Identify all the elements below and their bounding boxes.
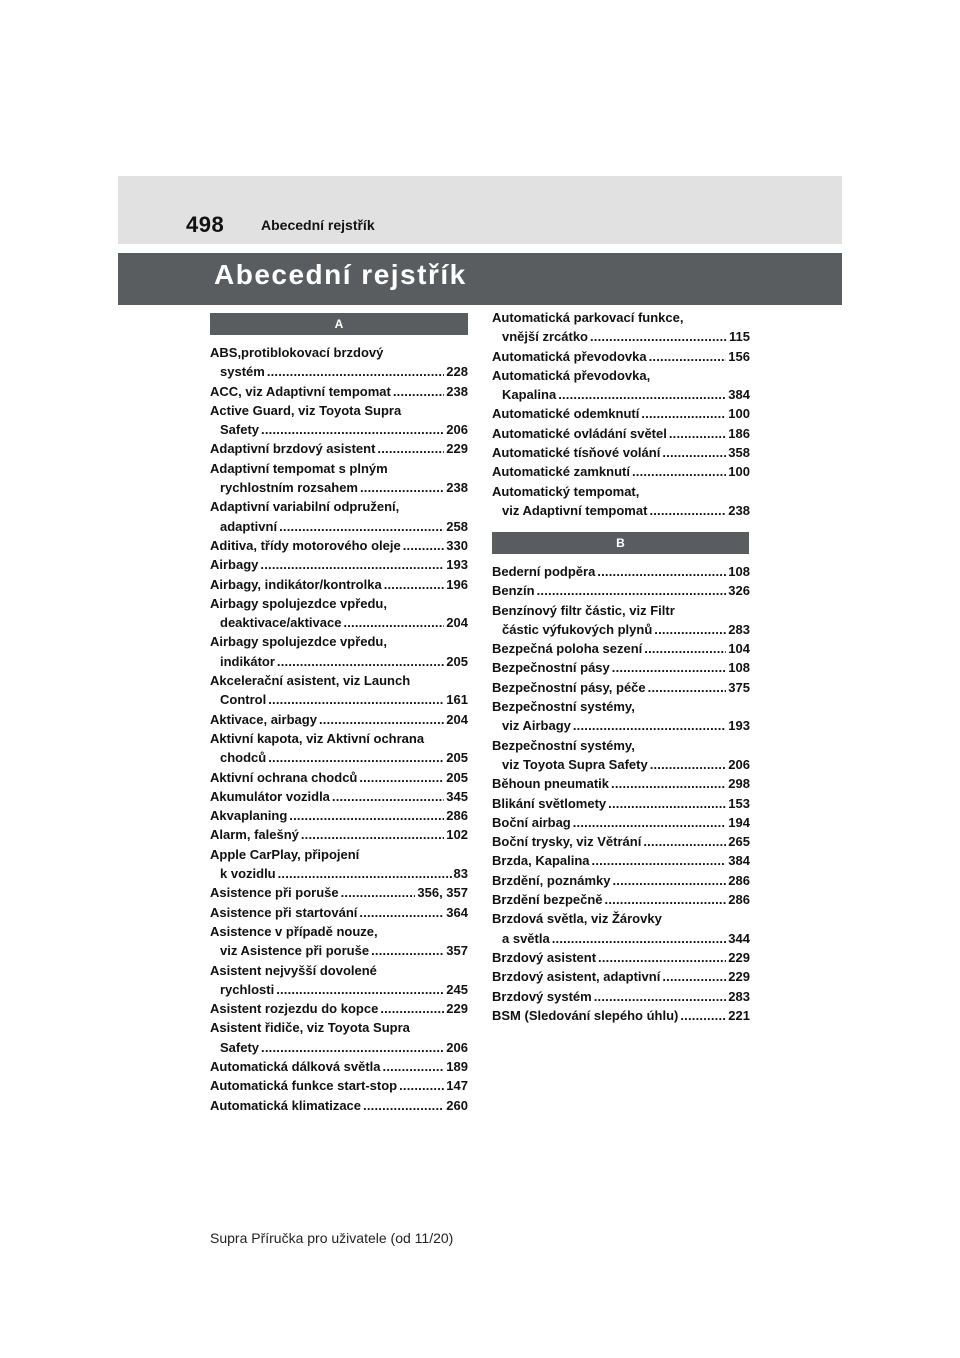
index-entry xyxy=(210,729,468,768)
index-term: Běhoun pneumatik xyxy=(492,776,610,792)
page-reference: 326 xyxy=(728,583,750,599)
page-reference: 189 xyxy=(446,1058,468,1074)
dot-leader xyxy=(590,327,727,346)
dot-leader xyxy=(662,443,726,462)
page-reference: 83 xyxy=(453,866,468,882)
dot-leader xyxy=(371,941,444,960)
index-term: Brzdová světla, viz Žárovky xyxy=(492,911,662,927)
dot-leader xyxy=(552,929,727,948)
index-term: Automatický tempomat, xyxy=(492,483,640,499)
index-entry xyxy=(210,536,468,555)
dot-leader xyxy=(608,794,726,813)
index-entry xyxy=(492,1006,750,1025)
page-reference: 115 xyxy=(729,329,750,345)
index-term: deaktivace/aktivace xyxy=(220,615,342,631)
index-entry xyxy=(210,1096,468,1115)
index-entry xyxy=(492,462,750,481)
index-entry xyxy=(492,658,750,677)
dot-leader xyxy=(380,999,444,1018)
dot-leader xyxy=(360,478,444,497)
index-term: Automatická převodovka xyxy=(492,348,647,364)
dot-leader xyxy=(662,967,726,986)
page-reference: 194 xyxy=(728,814,750,830)
dot-leader xyxy=(377,439,444,458)
page-reference: 358 xyxy=(728,445,750,461)
index-term: Adaptivní tempomat s plným xyxy=(210,460,388,476)
index-term: systém xyxy=(220,364,265,380)
index-term: viz Asistence při poruše xyxy=(220,943,370,959)
index-entry xyxy=(210,1057,468,1076)
index-entry xyxy=(492,601,750,640)
index-entry xyxy=(210,883,468,902)
dot-leader xyxy=(573,716,726,735)
dot-leader xyxy=(611,774,726,793)
dot-leader xyxy=(669,424,726,443)
index-term: k vozidlu xyxy=(220,866,276,882)
index-entry xyxy=(492,366,750,405)
index-entry xyxy=(492,347,750,366)
dot-leader xyxy=(332,787,444,806)
page-reference: 206 xyxy=(446,1039,468,1055)
index-entry xyxy=(210,845,468,884)
index-entry xyxy=(492,909,750,948)
index-column-a-continued xyxy=(492,308,750,520)
index-entry xyxy=(210,632,468,671)
index-term: Brzdový asistent, adaptivní xyxy=(492,969,661,985)
dot-leader xyxy=(573,813,727,832)
page-reference: 229 xyxy=(446,1001,468,1017)
index-column-b xyxy=(492,562,750,1025)
page-reference: 238 xyxy=(728,502,750,518)
page-reference: 364 xyxy=(446,904,468,920)
dot-leader xyxy=(597,562,726,581)
page-reference: 161 xyxy=(446,692,468,708)
page-reference: 258 xyxy=(446,518,468,534)
dot-leader xyxy=(268,748,444,767)
page-reference: 100 xyxy=(728,464,750,480)
index-term: vnější zrcátko xyxy=(502,329,588,345)
index-term: Apple CarPlay, připojení xyxy=(210,846,360,862)
dot-leader xyxy=(393,382,444,401)
page-reference: 196 xyxy=(446,576,468,592)
dot-leader xyxy=(341,883,416,902)
index-term: Automatické ovládání světel xyxy=(492,425,667,441)
page-reference: 286 xyxy=(728,872,750,888)
index-term: Automatická funkce start-stop xyxy=(210,1078,398,1094)
index-term: Active Guard, viz Toyota Supra xyxy=(210,402,402,418)
index-term: Automatické tísňové volání xyxy=(492,445,661,461)
index-term: Brzdový systém xyxy=(492,988,592,1004)
index-term: Asistent řidiče, viz Toyota Supra xyxy=(210,1020,410,1036)
dot-leader xyxy=(641,404,726,423)
index-term: Asistence při startování xyxy=(210,904,358,920)
index-entry xyxy=(492,308,750,347)
index-entry xyxy=(492,424,750,443)
dot-leader xyxy=(260,555,444,574)
dot-leader xyxy=(403,536,445,555)
page-reference: 102 xyxy=(446,827,468,843)
page-reference: 229 xyxy=(728,949,750,965)
index-term: Airbagy xyxy=(210,557,259,573)
index-entry xyxy=(492,832,750,851)
page-reference: 283 xyxy=(728,621,750,637)
index-entry xyxy=(210,710,468,729)
index-term: Boční trysky, viz Větrání xyxy=(492,834,642,850)
page-reference: 384 xyxy=(728,853,750,869)
page-reference: 286 xyxy=(446,808,468,824)
index-term: Boční airbag xyxy=(492,814,571,830)
index-entry xyxy=(492,794,750,813)
index-term: rychlostním rozsahem xyxy=(220,480,358,496)
index-term: Benzínový filtr částic, viz Filtr xyxy=(492,602,675,618)
index-entry xyxy=(210,594,468,633)
index-entry xyxy=(210,903,468,922)
index-entry xyxy=(210,922,468,961)
dot-leader xyxy=(649,347,727,366)
index-entry xyxy=(492,987,750,1006)
index-entry xyxy=(210,961,468,1000)
index-term: adaptivní xyxy=(220,518,278,534)
dot-leader xyxy=(648,678,727,697)
index-term: BSM (Sledování slepého úhlu) xyxy=(492,1007,679,1023)
index-entry xyxy=(210,497,468,536)
page-reference: 156 xyxy=(728,348,750,364)
index-entry xyxy=(210,1076,468,1095)
dot-leader xyxy=(650,755,727,774)
index-entry xyxy=(492,890,750,909)
index-term: Aditiva, třídy motorového oleje xyxy=(210,537,401,553)
dot-leader xyxy=(383,1057,445,1076)
page-reference: 205 xyxy=(446,750,468,766)
dot-leader xyxy=(558,385,726,404)
index-entry xyxy=(492,697,750,736)
page-reference: 265 xyxy=(728,834,750,850)
page-reference: 206 xyxy=(446,422,468,438)
index-entry xyxy=(210,1018,468,1057)
page-reference: 108 xyxy=(728,660,750,676)
dot-leader xyxy=(343,613,444,632)
page-reference: 193 xyxy=(728,718,750,734)
page-reference: 238 xyxy=(446,383,468,399)
dot-leader xyxy=(537,581,727,600)
index-entry xyxy=(492,774,750,793)
index-entry xyxy=(210,806,468,825)
index-term: Akvaplaning xyxy=(210,808,288,824)
dot-leader xyxy=(612,658,727,677)
index-term: Brzdění bezpečně xyxy=(492,892,603,908)
page-title: Abecední rejstřík xyxy=(214,259,467,290)
index-entry xyxy=(210,999,468,1018)
index-term: Automatické zamknutí xyxy=(492,464,630,480)
page-reference: 204 xyxy=(446,615,468,631)
dot-leader xyxy=(643,832,726,851)
index-term: Adaptivní brzdový asistent xyxy=(210,441,376,457)
page-reference: 260 xyxy=(446,1097,468,1113)
index-entry xyxy=(492,948,750,967)
page-reference: 245 xyxy=(446,981,468,997)
index-term: Bezpečnostní systémy, xyxy=(492,699,635,715)
page-reference: 283 xyxy=(728,988,750,1004)
dot-leader xyxy=(359,903,444,922)
dot-leader xyxy=(384,575,445,594)
page-reference: 357 xyxy=(446,943,468,959)
page-reference: 186 xyxy=(728,425,750,441)
dot-leader xyxy=(632,462,726,481)
index-term: Blikání světlomety xyxy=(492,795,607,811)
index-entry xyxy=(492,736,750,775)
page-reference: 229 xyxy=(446,441,468,457)
index-term: Alarm, falešný xyxy=(210,827,299,843)
dot-leader xyxy=(359,768,444,787)
index-entry xyxy=(210,382,468,401)
index-term: Brzda, Kapalina xyxy=(492,853,590,869)
index-term: Automatická převodovka, xyxy=(492,367,651,383)
index-term: Kapalina xyxy=(502,387,557,403)
index-term: Safety xyxy=(220,422,260,438)
page-reference: 228 xyxy=(446,364,468,380)
index-term: Brzdový asistent xyxy=(492,949,597,965)
dot-leader xyxy=(261,1038,444,1057)
index-term: Akcelerační asistent, viz Launch xyxy=(210,673,411,689)
page-reference: 147 xyxy=(446,1078,468,1094)
index-entry xyxy=(210,787,468,806)
index-term: Bezpečnostní pásy xyxy=(492,660,610,676)
index-term: Asistent rozjezdu do kopce xyxy=(210,1001,379,1017)
index-entry xyxy=(492,871,750,890)
index-term: Benzín xyxy=(492,583,535,599)
dot-leader xyxy=(277,652,444,671)
header-band xyxy=(118,176,842,244)
index-entry xyxy=(210,671,468,710)
page-number: 498 xyxy=(186,212,225,237)
dot-leader xyxy=(399,1076,444,1095)
dot-leader xyxy=(598,948,726,967)
index-entry xyxy=(492,404,750,423)
index-term: Bederní podpěra xyxy=(492,564,596,579)
index-entry xyxy=(492,482,750,521)
index-term: Brzdění, poznámky xyxy=(492,872,611,888)
index-entry xyxy=(492,678,750,697)
index-entry xyxy=(210,825,468,844)
dot-leader xyxy=(268,690,444,709)
page-reference: 375 xyxy=(728,679,750,695)
dot-leader xyxy=(649,501,726,520)
page-reference: 356, 357 xyxy=(417,885,468,901)
index-entry xyxy=(492,562,750,581)
dot-leader xyxy=(301,825,444,844)
page-reference: 205 xyxy=(446,653,468,669)
page-reference: 204 xyxy=(446,711,468,727)
page-reference: 330 xyxy=(446,537,468,553)
page-reference: 229 xyxy=(728,969,750,985)
index-term: viz Airbagy xyxy=(502,718,571,734)
index-term: Bezpečnostní systémy, xyxy=(492,737,635,753)
page-reference: 153 xyxy=(728,795,750,811)
page-reference: 206 xyxy=(728,756,750,772)
index-entry xyxy=(210,555,468,574)
dot-leader xyxy=(319,710,444,729)
index-entry xyxy=(210,575,468,594)
index-term: Automatická dálková světla xyxy=(210,1058,381,1074)
index-entry xyxy=(210,401,468,440)
index-term: Airbagy spolujezdce vpředu, xyxy=(210,595,387,611)
index-entry xyxy=(210,439,468,458)
index-term: Control xyxy=(220,692,267,708)
index-entry xyxy=(492,851,750,870)
index-term: indikátor xyxy=(220,653,275,669)
index-term: ABS,protiblokovací brzdový xyxy=(210,345,384,360)
index-term: Automatická parkovací funkce, xyxy=(492,310,684,325)
index-term: a světla xyxy=(502,930,550,946)
page-reference: 100 xyxy=(728,406,750,422)
dot-leader xyxy=(605,890,727,909)
index-entry xyxy=(210,768,468,787)
page-reference: 384 xyxy=(728,387,750,403)
dot-leader xyxy=(644,639,726,658)
dot-leader xyxy=(276,980,444,999)
index-term: Akumulátor vozidla xyxy=(210,788,330,804)
index-term: viz Adaptivní tempomat xyxy=(502,502,648,518)
index-term: Bezpečná poloha sezení xyxy=(492,641,643,657)
index-term: Aktivní kapota, viz Aktivní ochrana xyxy=(210,730,425,746)
page-reference: 205 xyxy=(446,769,468,785)
index-term: rychlosti xyxy=(220,981,275,997)
section-header-a: A xyxy=(210,313,468,335)
index-term: Safety xyxy=(220,1039,260,1055)
index-term: Airbagy, indikátor/kontrolka xyxy=(210,576,382,592)
page-reference: 344 xyxy=(728,930,750,946)
index-term: ACC, viz Adaptivní tempomat xyxy=(210,383,391,399)
dot-leader xyxy=(267,362,444,381)
dot-leader xyxy=(261,420,444,439)
index-entry xyxy=(492,639,750,658)
page-reference: 345 xyxy=(446,788,468,804)
page-reference: 298 xyxy=(728,776,750,792)
index-term: Airbagy spolujezdce vpředu, xyxy=(210,634,387,650)
index-column-a xyxy=(210,343,468,1115)
dot-leader xyxy=(654,620,726,639)
dot-leader xyxy=(279,517,444,536)
page-reference: 238 xyxy=(446,480,468,496)
index-term: chodců xyxy=(220,750,267,766)
index-entry xyxy=(492,581,750,600)
index-term: Automatická klimatizace xyxy=(210,1097,362,1113)
index-term: Asistence v případě nouze, xyxy=(210,923,378,939)
index-entry xyxy=(210,343,468,382)
dot-leader xyxy=(680,1006,726,1025)
index-entry xyxy=(210,459,468,498)
dot-leader xyxy=(289,806,444,825)
page-reference: 104 xyxy=(728,641,750,657)
index-term: Adaptivní variabilní odpružení, xyxy=(210,499,400,515)
section-header-b: B xyxy=(492,532,749,554)
index-term: Automatické odemknutí xyxy=(492,406,640,422)
index-term: Aktivace, airbagy xyxy=(210,711,317,727)
page-reference: 221 xyxy=(728,1007,750,1023)
dot-leader xyxy=(363,1096,444,1115)
dot-leader xyxy=(592,851,727,870)
index-term: viz Toyota Supra Safety xyxy=(502,756,648,772)
index-term: Asistent nejvyšší dovolené xyxy=(210,962,377,978)
dot-leader xyxy=(594,987,727,1006)
index-entry xyxy=(492,967,750,986)
page-reference: 193 xyxy=(446,557,468,573)
index-term: Bezpečnostní pásy, péče xyxy=(492,679,646,695)
index-term: Aktivní ochrana chodců xyxy=(210,769,358,785)
page-reference: 108 xyxy=(728,564,750,579)
dot-leader xyxy=(278,864,452,883)
index-term: Asistence při poruše xyxy=(210,885,339,901)
page-reference: 286 xyxy=(728,892,750,908)
running-head: Abecední rejstřík xyxy=(261,217,375,233)
dot-leader xyxy=(612,871,726,890)
index-entry xyxy=(492,813,750,832)
index-entry xyxy=(492,443,750,462)
index-term: částic výfukových plynů xyxy=(502,621,653,637)
page-footer: Supra Příručka pro uživatele (od 11/20) xyxy=(210,1230,454,1246)
